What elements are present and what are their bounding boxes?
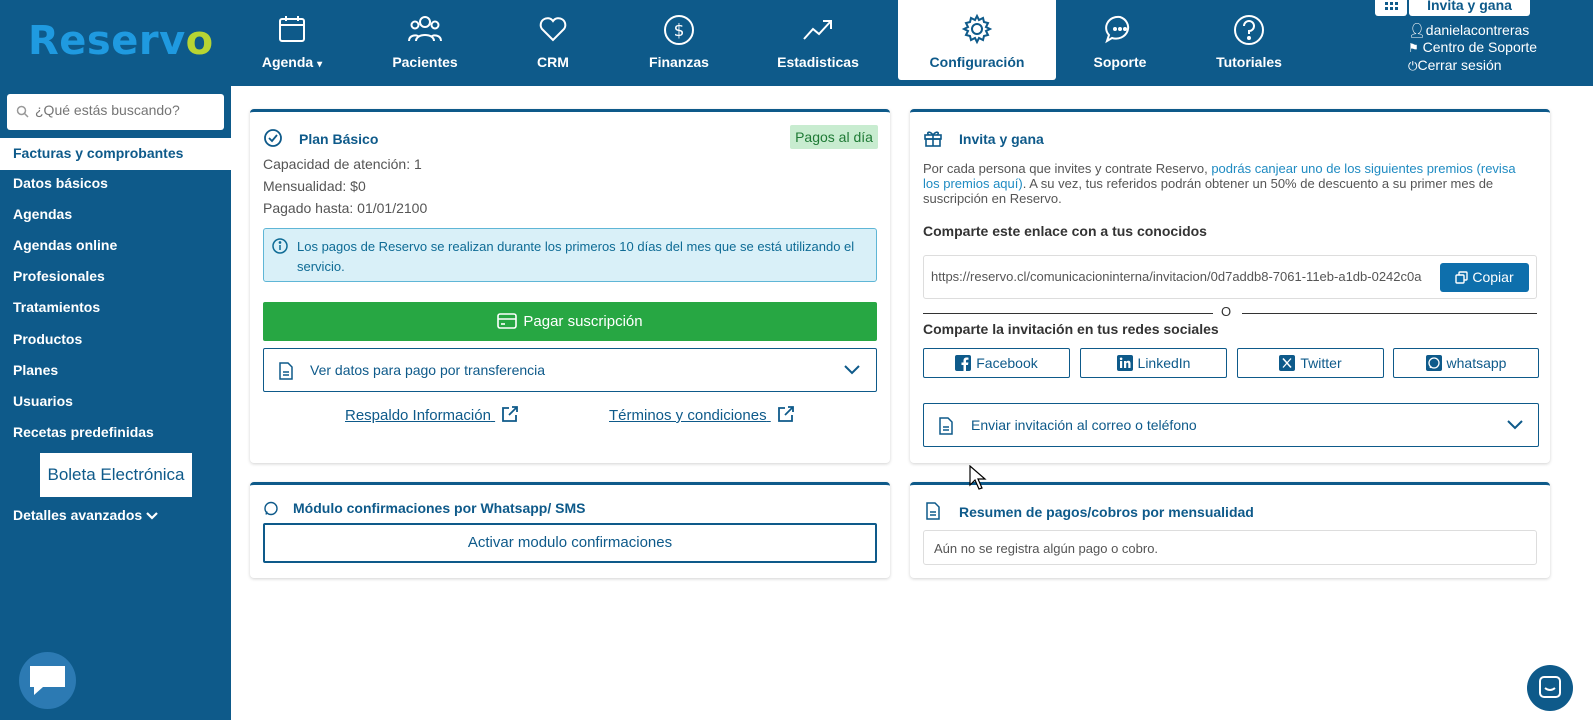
invite-top-button[interactable]: Invita y gana	[1409, 0, 1530, 16]
whatsapp-module-card	[250, 482, 890, 578]
document-icon	[939, 417, 953, 435]
user-icon: 👤︎	[1408, 22, 1426, 38]
divider	[1242, 313, 1537, 314]
share-link-value[interactable]: https://reservo.cl/comunicacioninterna/invitacion/0d7addb8-7061-11eb-a1db-0242c0a	[931, 269, 1422, 284]
sidebar-item-boleta[interactable]: Boleta Electrónica	[40, 453, 192, 497]
sidebar-item-agendas-online[interactable]: Agendas online	[13, 237, 118, 253]
heart-icon	[537, 13, 569, 45]
divider	[923, 313, 1213, 314]
copy-button[interactable]: Copiar	[1440, 263, 1529, 292]
dollar-circle-icon	[662, 13, 696, 47]
share-link-box	[923, 255, 1537, 299]
intercom-chat-button[interactable]	[1527, 665, 1573, 711]
whatsapp-icon	[1426, 355, 1442, 371]
payments-summary-title: Resumen de pagos/cobros por mensualidad	[959, 504, 1254, 520]
terms-link[interactable]: Términos y condiciones	[609, 405, 795, 424]
sidebar-item-datos-basicos[interactable]: Datos básicos	[13, 175, 108, 191]
external-link-icon	[501, 405, 519, 423]
user-links	[1408, 22, 1537, 75]
chat-widget-button[interactable]	[19, 652, 76, 709]
payments-empty-text: Aún no se registra algún pago o cobro.	[934, 541, 1159, 556]
mouse-cursor-icon	[969, 465, 987, 491]
sidebar-item-recetas[interactable]: Recetas predefinidas	[13, 424, 154, 440]
share-link-label: Comparte este enlace con a tus conocidos	[923, 223, 1207, 239]
help-circle-icon	[1232, 13, 1266, 47]
invite-title: Invita y gana	[959, 131, 1044, 147]
facebook-share-button[interactable]: Facebook	[923, 348, 1070, 378]
user-link[interactable]: 👤︎danielacontreras	[1408, 22, 1530, 38]
search-box[interactable]	[7, 94, 224, 130]
users-icon	[407, 13, 443, 45]
trend-icon	[801, 13, 835, 45]
gift-icon	[923, 128, 943, 148]
apps-grid-button[interactable]	[1375, 0, 1407, 16]
nav-soporte[interactable]: Soporte	[1045, 0, 1195, 80]
linkedin-share-button[interactable]: LinkedIn	[1080, 348, 1227, 378]
sidebar-item-planes[interactable]: Planes	[13, 362, 59, 378]
plan-title: Plan Básico	[299, 131, 379, 147]
chevron-down-icon	[1507, 420, 1523, 430]
sidebar-item-usuarios[interactable]: Usuarios	[13, 393, 73, 409]
top-navbar	[0, 0, 1593, 86]
plan-monthly: Mensualidad: $0	[263, 178, 366, 194]
message-icon	[1527, 665, 1573, 711]
nav-configuracion[interactable]: Configuración	[898, 0, 1056, 80]
info-alert	[263, 228, 877, 282]
sidebar-item-agendas[interactable]: Agendas	[13, 206, 73, 222]
backup-info-link[interactable]: Respaldo Información	[345, 405, 519, 424]
transfer-data-dropdown[interactable]: Ver datos para pago por transferencia	[263, 348, 877, 392]
info-icon	[272, 238, 288, 254]
external-link-icon	[777, 405, 795, 423]
chevron-down-icon	[844, 365, 860, 375]
nav-tutoriales[interactable]: Tutoriales	[1174, 0, 1324, 80]
grid-icon	[1375, 0, 1407, 16]
invite-description: Por cada persona que invites y contrate Reservo, podrás canjear uno de los siguientes premios (revisa los premios aquí). A su vez, tus referidos podrán obtener un 50% de descuento a su primer mes de suscripción en Reservo.	[923, 161, 1516, 206]
sidebar-item-detalles-avanzados[interactable]: Detalles avanzados	[13, 507, 158, 523]
gear-icon	[961, 13, 993, 45]
support-center-link[interactable]: ⚑ Centro de Soporte	[1408, 39, 1538, 55]
nav-pacientes[interactable]: Pacientes	[350, 0, 500, 80]
sidebar-item-tratamientos[interactable]: Tratamientos	[13, 299, 101, 315]
or-separator: O	[1221, 304, 1232, 319]
linkedin-icon	[1117, 355, 1133, 371]
sidebar-item-facturas[interactable]: Facturas y comprobantes	[0, 138, 236, 170]
payments-empty-box	[923, 530, 1537, 565]
activate-confirmations-button[interactable]: Activar modulo confirmaciones	[263, 523, 877, 563]
calendar-icon	[276, 13, 308, 45]
social-share-label: Comparte la invitación en tus redes sociales	[923, 321, 1219, 337]
power-icon: ⏻	[1408, 59, 1418, 73]
credit-card-icon	[497, 312, 517, 330]
sidebar-item-productos[interactable]: Productos	[13, 331, 83, 347]
chat-bubble-icon	[1104, 13, 1136, 45]
facebook-icon	[955, 355, 971, 371]
plan-paid-until: Pagado hasta: 01/01/2100	[263, 200, 428, 216]
location-pin-icon: ⚑	[1408, 41, 1419, 55]
pay-subscription-button[interactable]: Pagar suscripción	[263, 302, 877, 341]
whatsapp-icon	[263, 501, 279, 517]
nav-crm[interactable]: CRM	[478, 0, 628, 80]
info-text: Los pagos de Reservo se realizan durante los primeros 10 días del mes que se está utilizando el servicio.	[297, 239, 855, 274]
search-icon	[16, 105, 29, 118]
reservo-logo[interactable]: Reservo	[28, 18, 214, 64]
chevron-down-icon	[146, 511, 158, 520]
nav-agenda[interactable]: Agenda ▾	[217, 0, 367, 80]
nav-finanzas[interactable]: $ Finanzas	[604, 0, 754, 80]
sidebar-item-profesionales[interactable]: Profesionales	[13, 268, 105, 284]
document-icon	[926, 502, 940, 520]
twitter-share-button[interactable]: Twitter	[1237, 348, 1384, 378]
twitter-x-icon	[1279, 355, 1295, 371]
payments-summary-card	[910, 482, 1550, 578]
document-icon	[279, 362, 293, 380]
check-circle-icon	[263, 128, 283, 148]
nav-estadisticas[interactable]: Estadisticas	[743, 0, 893, 80]
plan-capacity: Capacidad de atención: 1	[263, 156, 422, 172]
copy-icon	[1455, 271, 1468, 284]
logout-link[interactable]: ⏻Cerrar sesión	[1408, 57, 1502, 73]
message-icon	[19, 652, 76, 709]
status-badge: Pagos al día	[790, 125, 878, 149]
send-invite-dropdown[interactable]: Enviar invitación al correo o teléfono	[923, 403, 1539, 447]
whatsapp-share-button[interactable]: whatsapp	[1393, 348, 1539, 378]
sidebar	[0, 86, 231, 720]
svg-text:$: $	[673, 21, 685, 41]
plan-card	[250, 109, 890, 463]
invite-card	[910, 109, 1550, 463]
prizes-link[interactable]: podrás canjear uno de los siguientes premios (revisa los premios aquí)	[923, 161, 1516, 191]
search-input[interactable]	[35, 102, 215, 118]
whatsapp-module-title: Módulo confirmaciones por Whatsapp/ SMS	[293, 500, 586, 516]
